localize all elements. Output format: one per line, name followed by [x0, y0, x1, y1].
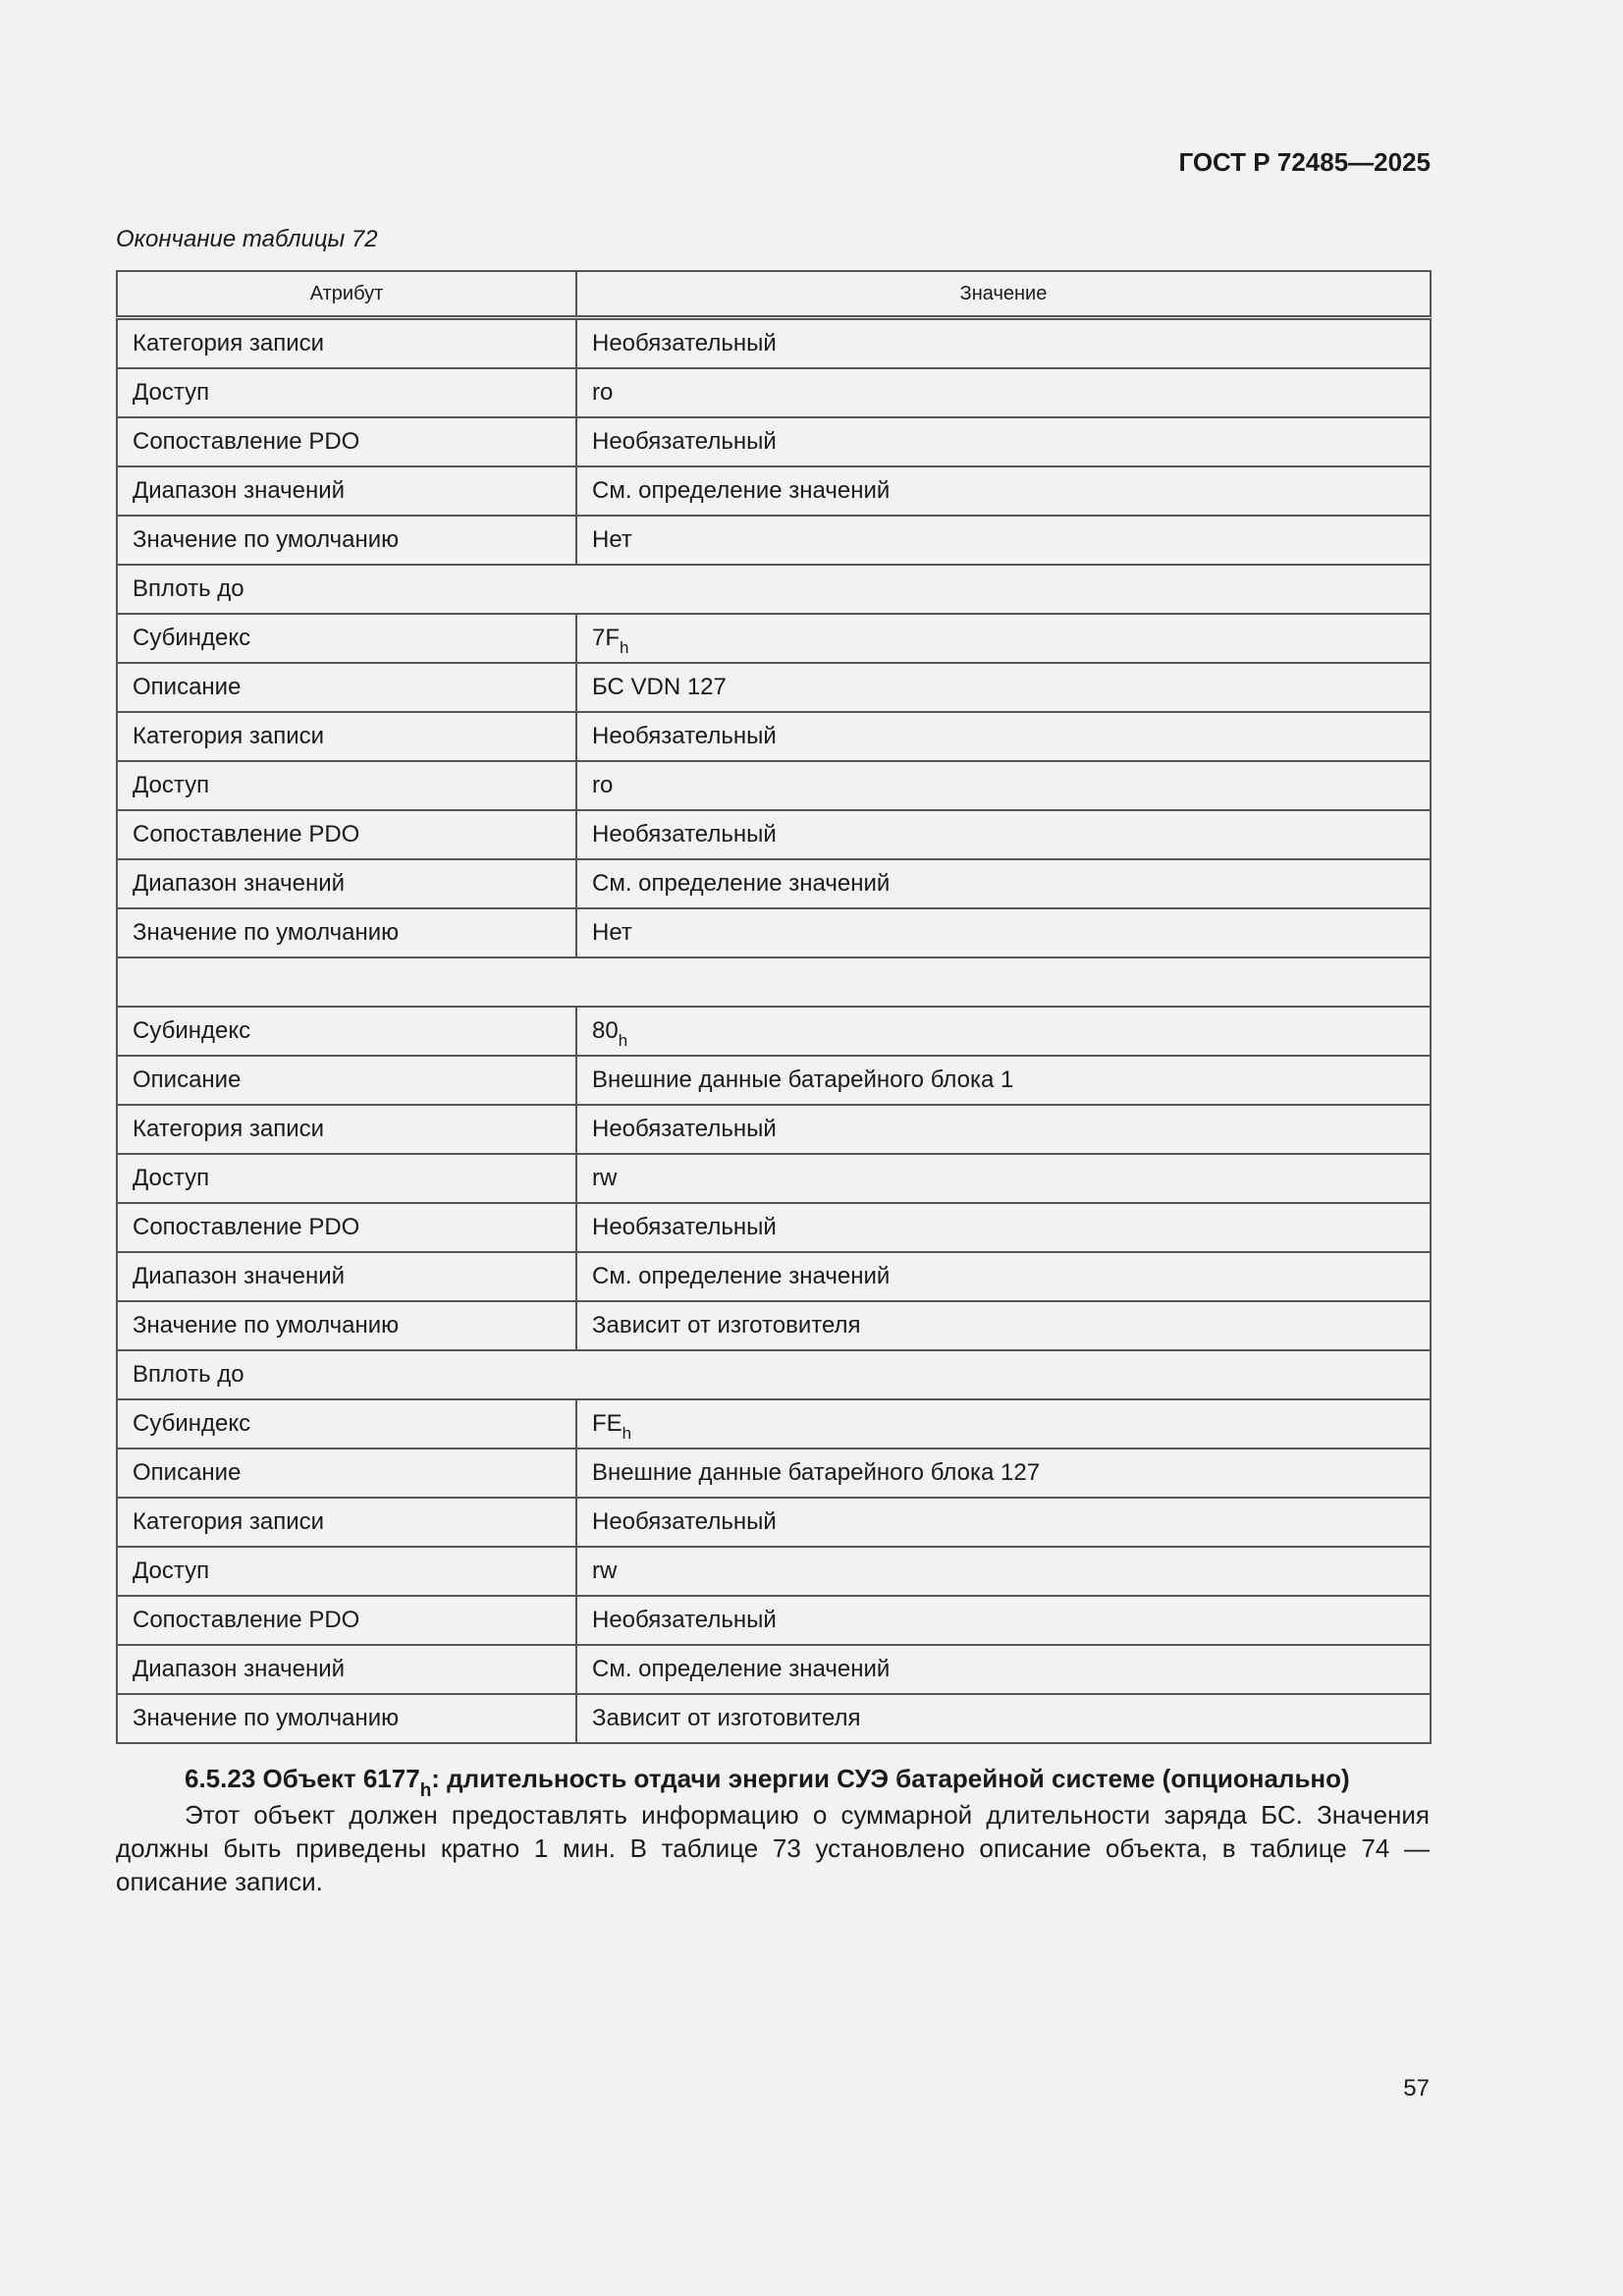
- table-row: [117, 1596, 1431, 1645]
- value-cell: [576, 712, 1431, 761]
- value-text: ro: [592, 379, 614, 406]
- attribute-cell: Диапазон значений: [117, 466, 576, 516]
- value-cell: [576, 1694, 1431, 1743]
- value-cell: [576, 318, 1431, 369]
- value-text: Необязательный: [592, 1214, 777, 1240]
- table-row: [117, 761, 1431, 810]
- value-cell: [576, 1547, 1431, 1596]
- value-cell: [576, 466, 1431, 516]
- attribute-cell: Субиндекс: [117, 614, 576, 663]
- attribute-cell: Диапазон значений: [117, 1252, 576, 1301]
- attribute-cell: Доступ: [117, 1154, 576, 1203]
- attribute-cell: Описание: [117, 663, 576, 712]
- value-text: Зависит от изготовителя: [592, 1705, 861, 1731]
- value-text: БС VDN 127: [592, 674, 727, 700]
- value-text: Внешние данные батарейного блока 1: [592, 1066, 1014, 1093]
- table-row: [117, 417, 1431, 466]
- attribute-cell: Доступ: [117, 1547, 576, 1596]
- table-row: [117, 908, 1431, 957]
- attribute-cell: Диапазон значений: [117, 859, 576, 908]
- table-row: [117, 368, 1431, 417]
- table-row: [117, 1252, 1431, 1301]
- value-cell: [576, 1007, 1431, 1056]
- attribute-cell: Субиндекс: [117, 1007, 576, 1056]
- value-cell: [576, 1449, 1431, 1498]
- value-text: 7F: [592, 625, 621, 651]
- table-row: [117, 859, 1431, 908]
- table-row: [117, 1645, 1431, 1694]
- value-text: См. определение значений: [592, 870, 891, 897]
- value-cell: [576, 1203, 1431, 1252]
- value-cell: [576, 1498, 1431, 1547]
- document-code: ГОСТ Р 72485—2025: [1178, 147, 1431, 177]
- table-row: [117, 1449, 1431, 1498]
- table-row: [117, 1301, 1431, 1350]
- attribute-cell: Описание: [117, 1056, 576, 1105]
- attribute-cell: Сопоставление PDO: [117, 1203, 576, 1252]
- column-header-value: Значение: [576, 271, 1431, 318]
- section-heading-subscript: h: [419, 1780, 432, 1801]
- table-body: [117, 318, 1431, 1744]
- attribute-cell: Субиндекс: [117, 1399, 576, 1449]
- value-cell: [576, 1301, 1431, 1350]
- value-subscript: h: [620, 638, 629, 657]
- value-text: rw: [592, 1558, 618, 1584]
- table-row: [117, 1056, 1431, 1105]
- value-cell: [576, 908, 1431, 957]
- value-cell: [576, 614, 1431, 663]
- value-cell: [576, 1596, 1431, 1645]
- value-text: Необязательный: [592, 330, 777, 356]
- attribute-cell: Сопоставление PDO: [117, 417, 576, 466]
- value-text: Необязательный: [592, 1508, 777, 1535]
- value-text: ro: [592, 772, 614, 798]
- value-text: Нет: [592, 919, 632, 946]
- table-row: [117, 1498, 1431, 1547]
- attribute-cell: Значение по умолчанию: [117, 908, 576, 957]
- page-number: 57: [1403, 2075, 1430, 2102]
- attribute-cell: Описание: [117, 1449, 576, 1498]
- section-heading-suffix: : длительность отдачи энергии СУЭ батарейной системе (опционально): [431, 1764, 1350, 1793]
- attribute-cell: Сопоставление PDO: [117, 1596, 576, 1645]
- value-text: Необязательный: [592, 1607, 777, 1633]
- value-text: Зависит от изготовителя: [592, 1312, 861, 1339]
- value-text: Необязательный: [592, 821, 777, 847]
- section-heading: [185, 1764, 1430, 1801]
- value-cell: [576, 859, 1431, 908]
- value-text: FE: [592, 1410, 622, 1437]
- value-cell: [576, 516, 1431, 565]
- value-text: 80: [592, 1017, 619, 1044]
- value-text: Нет: [592, 526, 632, 553]
- table-row: [117, 318, 1431, 369]
- attribute-cell: Категория записи: [117, 712, 576, 761]
- value-cell: [576, 663, 1431, 712]
- table-row: [117, 614, 1431, 663]
- table-span-cell: Вплоть до: [117, 1350, 1431, 1399]
- value-cell: [576, 1645, 1431, 1694]
- table-row: [117, 712, 1431, 761]
- table-row: [117, 1154, 1431, 1203]
- table-header-row: [117, 271, 1431, 318]
- value-subscript: h: [622, 1424, 632, 1443]
- table-row: [117, 1547, 1431, 1596]
- value-text: См. определение значений: [592, 1263, 891, 1289]
- value-cell: [576, 761, 1431, 810]
- attribute-cell: Категория записи: [117, 318, 576, 369]
- value-cell: [576, 1252, 1431, 1301]
- attribute-cell: Доступ: [117, 761, 576, 810]
- value-text: rw: [592, 1165, 618, 1191]
- attribute-cell: Диапазон значений: [117, 1645, 576, 1694]
- value-text: Внешние данные батарейного блока 127: [592, 1459, 1041, 1486]
- value-subscript: h: [618, 1031, 628, 1050]
- table-row: [117, 1694, 1431, 1743]
- column-header-attribute: Атрибут: [117, 271, 576, 318]
- value-cell: [576, 417, 1431, 466]
- table-row: [117, 466, 1431, 516]
- attribute-cell: Доступ: [117, 368, 576, 417]
- table-caption: Окончание таблицы 72: [116, 226, 378, 252]
- table-span-cell: Вплоть до: [117, 565, 1431, 614]
- table-span-cell: [117, 957, 1431, 1007]
- section-heading-prefix: 6.5.23 Объект 6177: [185, 1764, 420, 1793]
- attribute-cell: Значение по умолчанию: [117, 1301, 576, 1350]
- table-row: [117, 1007, 1431, 1056]
- table-row: [117, 1203, 1431, 1252]
- value-text: Необязательный: [592, 723, 777, 749]
- value-cell: [576, 1154, 1431, 1203]
- attributes-table: [116, 270, 1432, 1744]
- value-text: Необязательный: [592, 1116, 777, 1142]
- attribute-cell: Значение по умолчанию: [117, 516, 576, 565]
- table-row: [117, 663, 1431, 712]
- value-cell: [576, 1105, 1431, 1154]
- attribute-cell: Значение по умолчанию: [117, 1694, 576, 1743]
- table-row: [117, 957, 1431, 1007]
- section-paragraph: Этот объект должен предоставлять информацию о суммарной длительности заряда БС. Значения должны быть приведены кратно 1 мин. В таблице 73 установлено описание объекта, в таблице 74 — описание записи.: [116, 1800, 1430, 1896]
- value-cell: [576, 1399, 1431, 1449]
- attribute-cell: Категория записи: [117, 1105, 576, 1154]
- value-cell: [576, 368, 1431, 417]
- value-cell: [576, 810, 1431, 859]
- value-cell: [576, 1056, 1431, 1105]
- value-text: Необязательный: [592, 428, 777, 455]
- table-row: [117, 810, 1431, 859]
- attribute-cell: Категория записи: [117, 1498, 576, 1547]
- table-row: [117, 1105, 1431, 1154]
- value-text: См. определение значений: [592, 477, 891, 504]
- table-row: [117, 565, 1431, 614]
- value-text: См. определение значений: [592, 1656, 891, 1682]
- table-row: [117, 1350, 1431, 1399]
- table-row: [117, 1399, 1431, 1449]
- table-row: [117, 516, 1431, 565]
- attribute-cell: Сопоставление PDO: [117, 810, 576, 859]
